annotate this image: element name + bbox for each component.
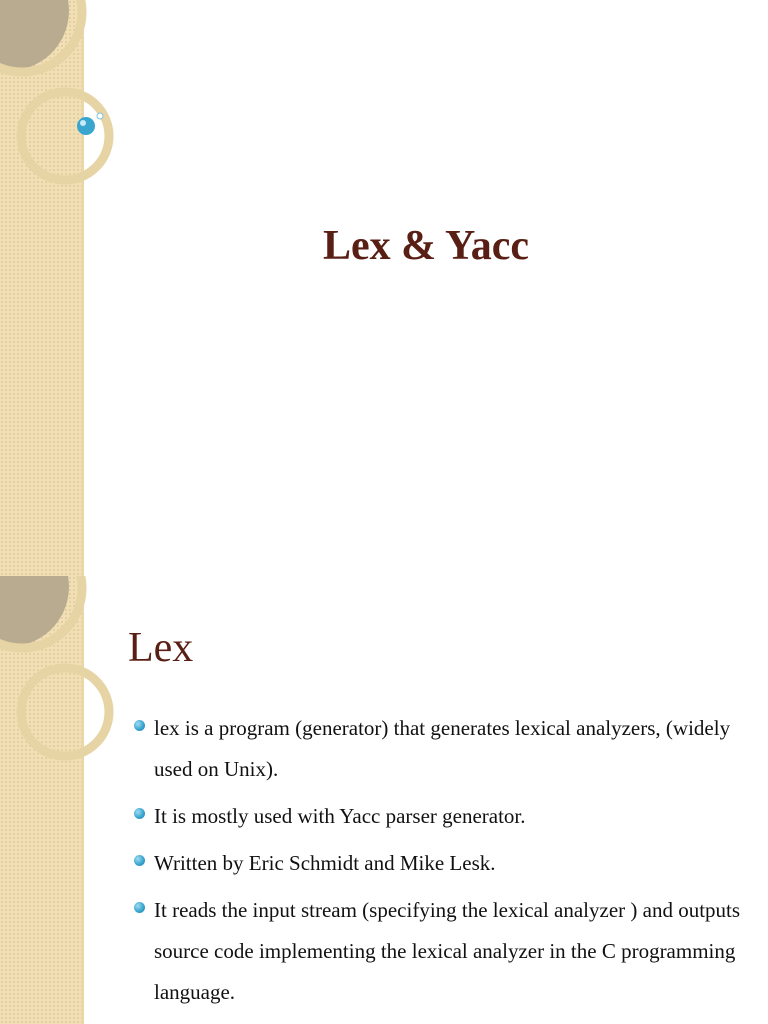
slide-title: Lex & Yacc [322, 223, 530, 269]
list-item [132, 843, 742, 884]
ring-decoration-icon [0, 576, 130, 776]
ring-decoration-icon [0, 0, 130, 200]
slide-heading: Lex [128, 625, 194, 671]
bullet-text: lex is a program (generator) that generates lexical analyzers, (widely used on Unix). [154, 716, 731, 781]
bullet-text: It reads the input stream (specifying the lexical analyzer ) and outputs source code implementing the lexical analyzer in the C programming language. [154, 898, 741, 1004]
list-item [132, 708, 742, 790]
bullet-text: It is mostly used with Yacc parser generator. [154, 804, 526, 828]
list-item [132, 796, 742, 837]
bullet-list [132, 708, 742, 1019]
content-slide [0, 576, 768, 1024]
bullet-text: Written by Eric Schmidt and Mike Lesk. [154, 851, 496, 875]
blue-dot-icon [134, 720, 145, 731]
list-item [132, 890, 742, 1013]
blue-dot-icon [134, 902, 145, 913]
blue-dot-icon [134, 808, 145, 819]
blue-dot-icon [134, 855, 145, 866]
